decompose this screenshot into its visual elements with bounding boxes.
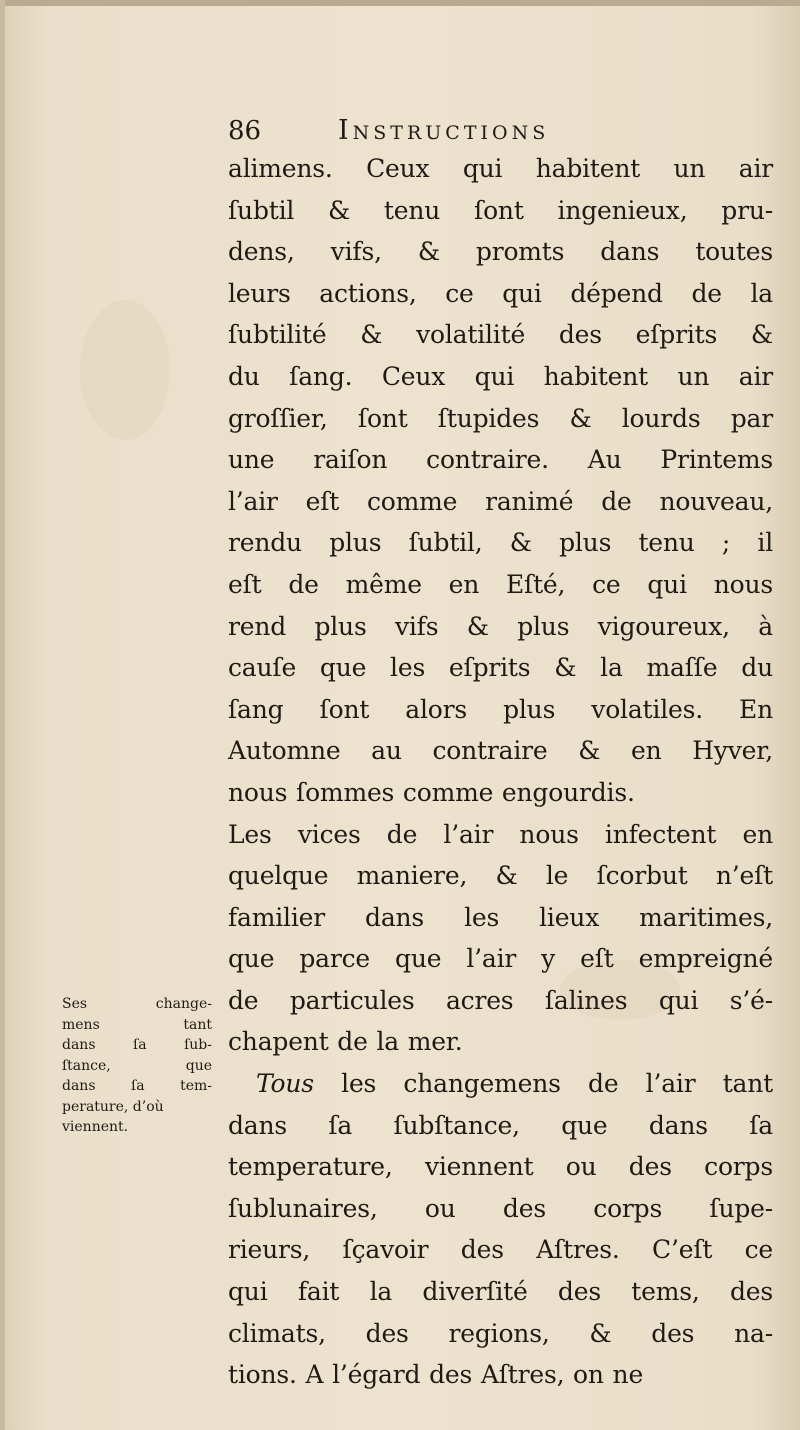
- text-line: climats, des regions, & des na-: [228, 1318, 773, 1348]
- text-line: groſſier, ſont ſtupides & lourds par: [228, 403, 773, 433]
- running-head: Instructions: [338, 115, 550, 146]
- text-line: que parce que l’air y eſt empreigné: [228, 944, 773, 974]
- margin-note-line: mens tant: [62, 1016, 212, 1033]
- text-line: temperature, viennent ou des corps: [228, 1152, 773, 1182]
- text-line: chapent de la mer.: [228, 1027, 463, 1057]
- text-line: une raiſon contraire. Au Printems: [228, 445, 773, 475]
- text-line: familier dans les lieux maritimes,: [228, 902, 773, 932]
- text-line: alimens. Ceux qui habitent un air: [228, 154, 773, 183]
- margin-note-line: perature, d’où: [62, 1098, 164, 1115]
- text-line: rend plus vifs & plus vigoureux, à: [228, 611, 773, 641]
- text-line: rendu plus ſubtil, & plus tenu ; il: [228, 528, 773, 558]
- text-line: leurs actions, ce qui dépend de la: [228, 278, 773, 308]
- text-line: l’air eſt comme ranimé de nouveau,: [228, 486, 773, 516]
- margin-note-line: dans ſa tem-: [62, 1078, 212, 1094]
- text-line: ſublunaires, ou des corps ſupe-: [228, 1193, 773, 1223]
- text-line: rieurs, ſçavoir des Aſtres. C’eſt ce: [228, 1235, 773, 1265]
- page-top-edge: [0, 0, 800, 6]
- text-line: quelque maniere, & le ſcorbut n’eſt: [228, 861, 773, 891]
- text-line: Les vices de l’air nous infectent en: [228, 819, 773, 849]
- text-line: cauſe que les eſprits & la maſſe du: [228, 653, 773, 683]
- text-line: nous ſommes comme engourdis.: [228, 777, 635, 807]
- text-line: tions. A l’égard des Aſtres, on ne: [228, 1360, 644, 1390]
- text-line: Automne au contraire & en Hyver,: [228, 736, 773, 766]
- margin-note-line: viennent.: [62, 1119, 129, 1135]
- text-line: du ſang. Ceux qui habitent un air: [228, 361, 773, 391]
- text-line: dens, vifs, & promts dans toutes: [228, 237, 773, 267]
- text-line: eſt de même en Eſté, ce qui nous: [228, 569, 773, 599]
- text-line: qui fait la diverſité des tems, des: [228, 1277, 773, 1307]
- text-line: ſubtil & tenu ſont ingenieux, pru-: [228, 195, 773, 225]
- margin-note-line: Ses change-: [62, 996, 212, 1012]
- text-line: ſang ſont alors plus volatiles. En: [228, 694, 773, 724]
- text-line: dans ſa ſubſtance, que dans ſa: [228, 1110, 773, 1140]
- margin-note-line: ſtance, que: [62, 1057, 212, 1074]
- text-line: ſubtilité & volatilité des eſprits &: [228, 320, 773, 350]
- body-text: [228, 148, 773, 1396]
- italic-lead-word: Tous: [256, 1069, 314, 1099]
- margin-note: [62, 994, 212, 1138]
- page-left-edge: [0, 0, 5, 1430]
- text-line: de particules acres ſalines qui s’é-: [228, 985, 773, 1015]
- page-header: [228, 113, 768, 149]
- paper-stain: [80, 300, 170, 440]
- margin-note-line: dans ſa ſub-: [62, 1037, 212, 1053]
- text-line: Tous les changemens de l’air tant: [256, 1069, 773, 1099]
- page-number: 86: [228, 116, 262, 146]
